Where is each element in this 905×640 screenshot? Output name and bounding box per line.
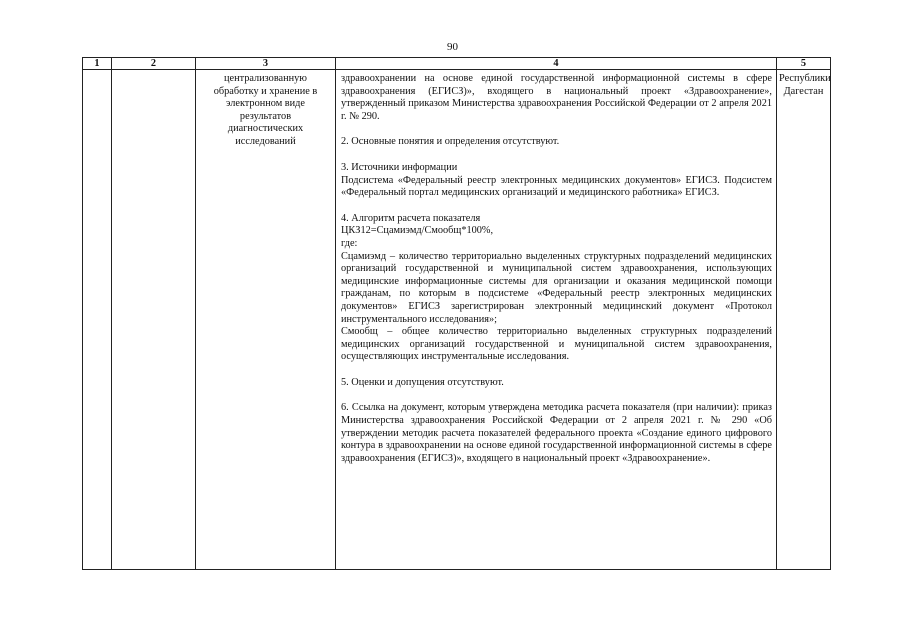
table-header-row — [83, 58, 831, 70]
cell-col2 — [112, 70, 196, 570]
table-row — [83, 70, 831, 570]
column-header-4: 4 — [336, 58, 777, 70]
section-document-reference: 6. Ссылка на документ, которым утверждена методика расчета показателя (при наличии): приказ Министерства здравоохранения Российской Федерации от 2 апреля 2021 г. № 290 «Об утверждении методик расчета показателей федерального проекта «Создание единого цифрового контура в здравоохранении на основе единой государственной информационной системы в сфере здравоохранения (ЕГИСЗ)», входящего в национальный проект «Здравоохранение». — [341, 402, 772, 464]
col5-line: Республики — [779, 73, 831, 84]
section-sources-title: 3. Источники информации — [341, 161, 458, 173]
section-assumptions: 5. Оценки и допущения отсутствуют. — [341, 376, 504, 388]
section-algorithm-title: 4. Алгоритм расчета показателя — [341, 212, 481, 224]
page-number: 90 — [447, 41, 458, 53]
cell-col5 — [777, 70, 831, 570]
col3-line: централизованную — [224, 73, 307, 84]
cell-col3 — [196, 70, 336, 570]
column-header-1: 1 — [83, 58, 112, 70]
section-sources-text: Подсистема «Федеральный реестр электронных медицинских документов» ЕГИСЗ. Подсистем «Федеральный портал медицинских организаций и медицинского работника» ЕГИСЗ. — [341, 174, 772, 199]
col3-line: результатов — [239, 110, 292, 122]
col5-line: Дагестан — [783, 85, 824, 97]
col3-line: электронном виде — [226, 98, 305, 110]
section-definitions: 2. Основные понятия и определения отсутствуют. — [341, 136, 560, 148]
cell-col4-methodology — [336, 70, 777, 570]
algorithm-definition-denominator: Смообщ – общее количество территориально выделенных структурных подразделений медицинских организаций государственной и муниципальной систем здравоохранения, осуществляющих инструментальные исследования. — [341, 326, 772, 363]
indicator-table — [82, 57, 831, 570]
algorithm-definition-numerator: Сцамиэмд – количество территориально выделенных структурных подразделений медицинских организаций государственной и муниципальной систем здравоохранения, использующих медицинские информационные системы для организации и оказания медицинской помощи гражданам, по которым в подсистеме «Федеральный реестр электронных медицинских документов» ЕГИСЗ зарегистрирован электронный медицинский документ «Протокол инструментального исследования»; — [341, 250, 772, 325]
algorithm-formula: ЦКЗ12=Сцамиэмд/Смообщ*100%, — [341, 225, 494, 237]
col3-line: исследований — [235, 135, 296, 147]
column-header-3: 3 — [196, 58, 336, 70]
cell-col1 — [83, 70, 112, 570]
column-header-5: 5 — [777, 58, 831, 70]
col3-line: обработку и хранение в — [213, 85, 318, 97]
methodology-intro: здравоохранении на основе единой государственной информационной системы в сфере здравоохранения (ЕГИСЗ)», входящего в национальный проект «Здравоохранение», утвержденный приказом Министерства здравоохранения Российской Федерации от 2 апреля 2021 г. № 290. — [341, 73, 772, 122]
col3-line: диагностических — [227, 123, 304, 135]
column-header-2: 2 — [112, 58, 196, 70]
algorithm-where: где: — [341, 237, 358, 249]
